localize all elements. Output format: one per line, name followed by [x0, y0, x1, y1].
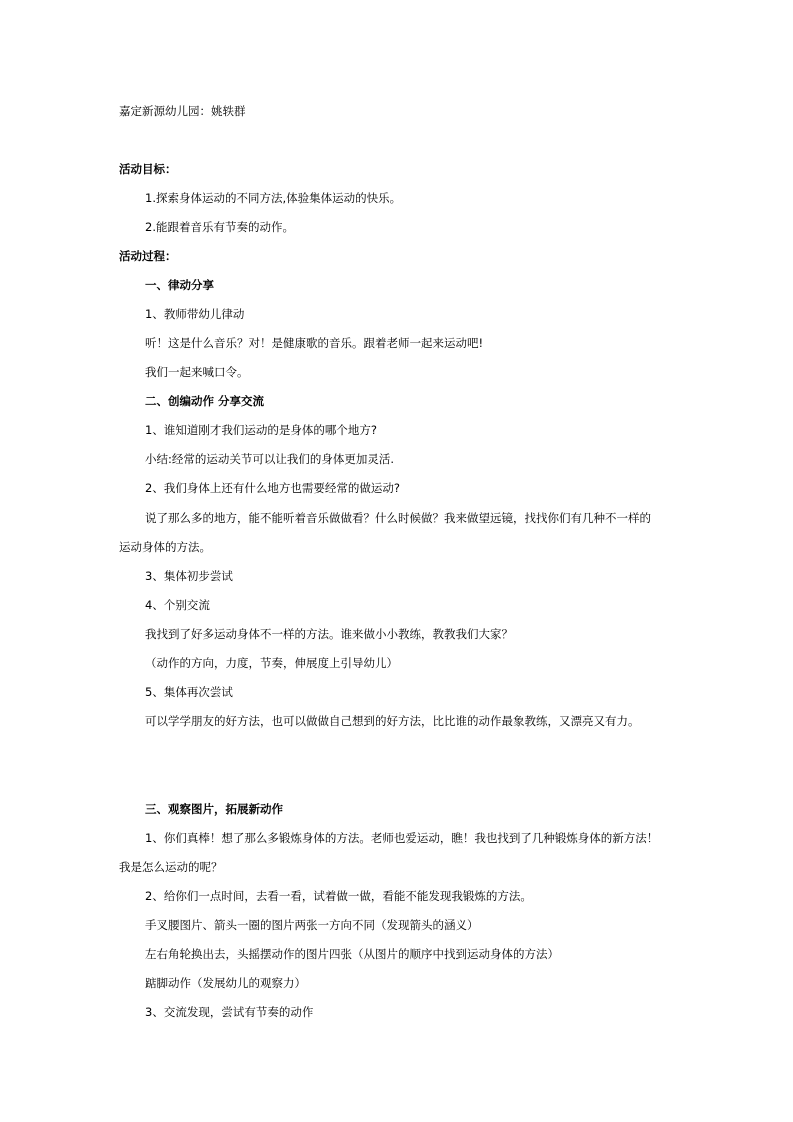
paragraph-line: 2、给你们一点时间，去看一看，试着做一做，看能不能发现我锻炼的方法。 — [145, 889, 532, 903]
paragraph-line: 3、交流发现，尝试有节奏的动作 — [145, 1005, 314, 1019]
paragraph-line: 我找到了好多运动身体不一样的方法。谁来做小小教练，教教我们大家？ — [145, 627, 513, 641]
paragraph-line: 我是怎么运动的呢？ — [119, 860, 223, 874]
paragraph-line: 1、谁知道刚才我们运动的是身体的哪个地方? — [145, 423, 377, 437]
paragraph-line: 3、集体初步尝试 — [145, 569, 233, 583]
paragraph-line: 1、教师带幼儿律动 — [145, 307, 245, 321]
paragraph-line: 运动身体的方法。 — [119, 540, 211, 554]
paragraph-line: 左右角轮换出去，头摇摆动作的图片四张（从图片的顺序中找到运动身体的方法） — [145, 947, 559, 961]
process-heading: 活动过程： — [119, 249, 177, 263]
author-line: 嘉定新源幼儿园：姚轶群 — [119, 104, 246, 118]
paragraph-line: 可以学学朋友的好方法，也可以做做自己想到的好方法，比比谁的动作最象教练，又漂亮又有力。 — [145, 714, 640, 728]
paragraph-line: 踮脚动作（发展幼儿的观察力） — [145, 976, 306, 990]
goals-heading: 活动目标： — [119, 162, 177, 176]
section-title: 二、创编动作 分享交流 — [145, 394, 265, 408]
paragraph-line: 1、你们真棒！想了那么多锻炼身体的方法。老师也爱运动，瞧！我也找到了几种锻炼身体的新方法！ — [145, 831, 659, 845]
paragraph-line: 我们一起来喊口令。 — [145, 365, 249, 379]
paragraph-line: （动作的方向，力度，节奏，伸展度上引导幼儿） — [145, 656, 398, 670]
section-title: 一、律动分享 — [145, 278, 214, 292]
paragraph-line: 小结:经常的运动关节可以让我们的身体更加灵活. — [145, 452, 395, 466]
goal-item: 1.探索身体运动的不同方法,体验集体运动的快乐。 — [145, 191, 402, 205]
paragraph-line: 手叉腰图片、箭头一圈的图片两张一方向不同（发现箭头的涵义） — [145, 918, 479, 932]
section-title: 三、观察图片，拓展新动作 — [145, 802, 283, 816]
paragraph-line: 2、我们身体上还有什么地方也需要经常的做运动? — [145, 481, 400, 495]
paragraph-line: 说了那么多的地方，能不能听着音乐做做看？什么时候做？我来做望远镜，找找你们有几种不一样的 — [145, 511, 651, 525]
paragraph-line: 听！这是什么音乐？对！是健康歌的音乐。跟着老师一起来运动吧! — [145, 336, 484, 350]
paragraph-line: 4、个别交流 — [145, 598, 210, 612]
paragraph-line: 5、集体再次尝试 — [145, 685, 233, 699]
goal-item: 2.能跟着音乐有节奏的动作。 — [145, 220, 294, 234]
